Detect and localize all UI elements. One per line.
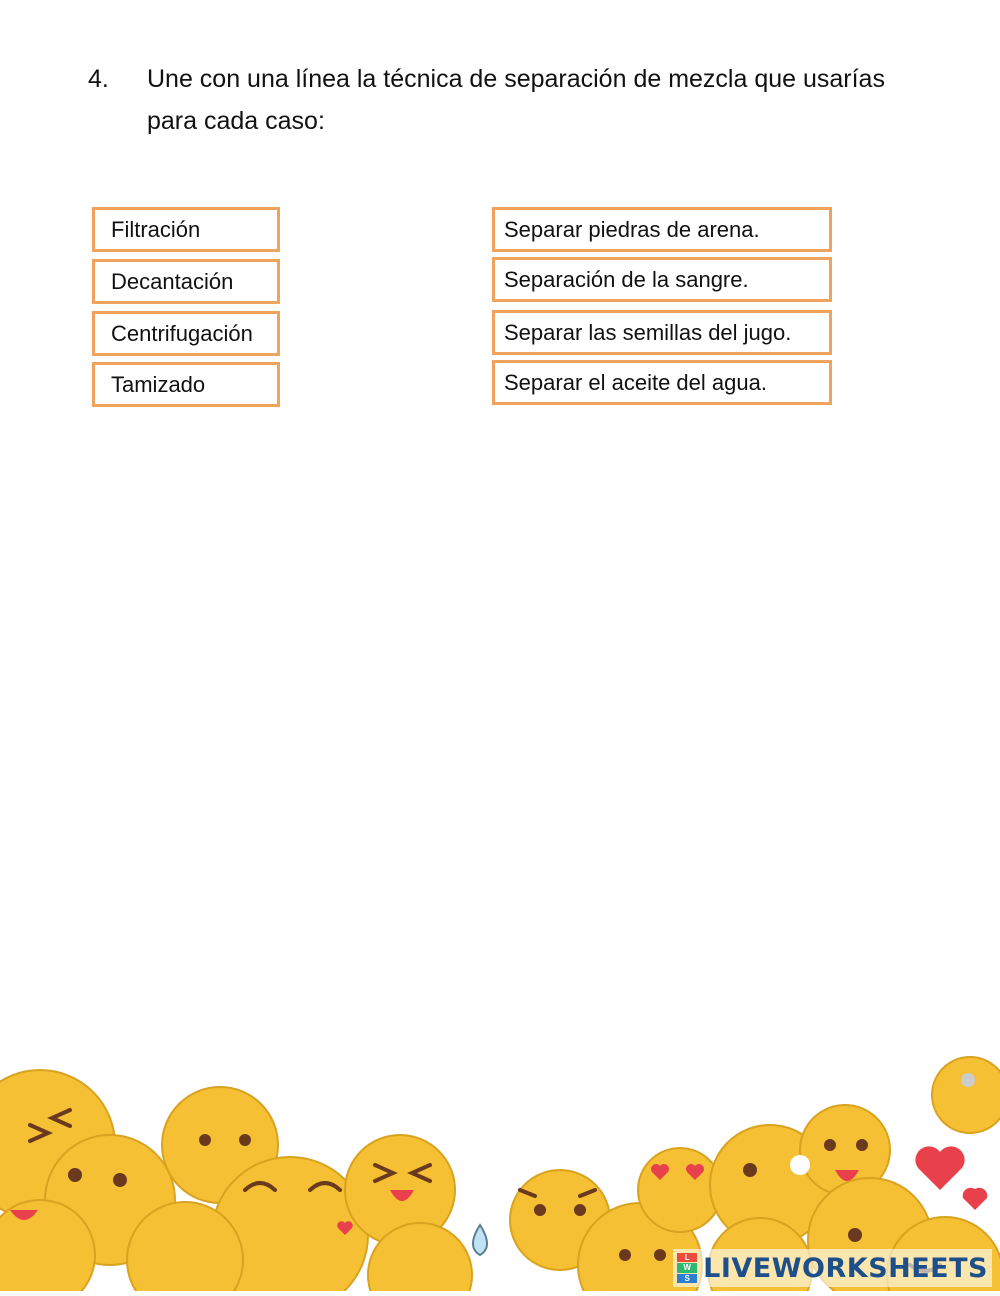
question-text: Une con una línea la técnica de separación de mezcla que usarías para cada caso: <box>147 65 885 135</box>
technique-box-decantacion[interactable] <box>92 259 280 304</box>
case-box-aceite[interactable] <box>492 360 832 405</box>
case-label: Separación de la sangre. <box>504 266 749 292</box>
case-box-semillas[interactable] <box>492 310 832 355</box>
case-label: Separar el aceite del agua. <box>504 369 767 395</box>
technique-box-filtracion[interactable] <box>92 207 280 252</box>
case-label: Separar piedras de arena. <box>504 216 760 242</box>
technique-label: Decantación <box>111 268 234 294</box>
technique-box-tamizado[interactable] <box>92 362 280 407</box>
case-label: Separar las semillas del jugo. <box>504 319 792 345</box>
technique-label: Centrifugación <box>111 320 253 346</box>
case-box-piedras[interactable] <box>492 207 832 252</box>
technique-label: Tamizado <box>111 371 206 397</box>
emoji-border-image <box>0 1050 1000 1291</box>
logo-mark-letter: S <box>677 1274 697 1283</box>
logo-mark-letter: L <box>677 1253 697 1262</box>
technique-label: Filtración <box>111 216 201 242</box>
liveworksheets-logo <box>673 1249 992 1287</box>
logo-text: LIVEWORKSHEETS <box>703 1252 988 1284</box>
technique-box-centrifugacion[interactable] <box>92 311 280 356</box>
logo-mark-letter: W <box>677 1263 697 1272</box>
liveworksheets-logo-mark <box>677 1253 697 1283</box>
case-box-sangre[interactable] <box>492 257 832 302</box>
question-number: 4. <box>88 65 109 93</box>
